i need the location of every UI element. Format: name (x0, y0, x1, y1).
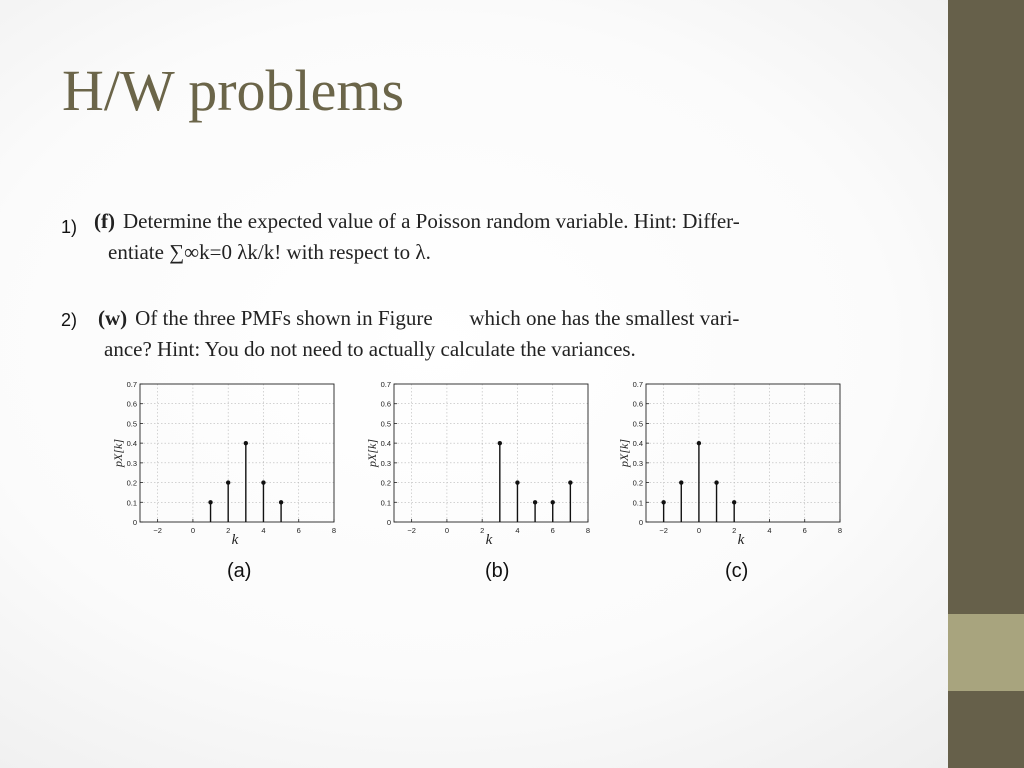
stem-marker (661, 500, 665, 504)
problem-2-tag: (w) (98, 306, 128, 330)
x-tick-label: 0 (190, 526, 195, 535)
y-tick-label: 0.4 (126, 439, 137, 449)
x-tick-label: 6 (550, 526, 555, 535)
y-tick-label: 0.2 (126, 478, 137, 488)
stem-marker (697, 441, 701, 445)
stem-marker (568, 480, 572, 484)
plot-frame (394, 384, 588, 522)
x-axis-label: k (485, 532, 493, 548)
y-tick-label: 0.3 (632, 458, 643, 468)
problem-2-text (98, 303, 739, 365)
y-tick-label: 0.1 (632, 498, 643, 508)
x-tick-label: −2 (407, 526, 416, 535)
y-tick-label: 0.6 (380, 399, 391, 409)
y-tick-label: 0.3 (126, 458, 137, 468)
x-tick-label: 0 (696, 526, 701, 535)
problem-2-line-1: Of the three PMFs shown in Figure which one has the smallest vari- (135, 306, 740, 330)
y-tick-label: 0.1 (380, 498, 391, 508)
x-tick-label: 2 (480, 526, 485, 535)
y-tick-label: 0.2 (632, 478, 643, 488)
sidebar-band (948, 0, 1024, 768)
x-tick-label: 0 (444, 526, 449, 535)
y-tick-label: 0.7 (632, 380, 643, 389)
problem-1-line-1: Determine the expected value of a Poisson random variable. Hint: Differ- (122, 209, 740, 233)
y-axis-label: pX[k] (365, 439, 379, 467)
y-tick-label: 0.4 (380, 439, 391, 449)
x-axis-label: k (231, 532, 239, 548)
stem-marker (279, 500, 283, 504)
x-tick-label: 6 (802, 526, 807, 535)
x-tick-label: 6 (296, 526, 301, 535)
y-axis-label: pX[k] (617, 439, 631, 467)
x-tick-label: −2 (659, 526, 668, 535)
slide-title: H/W problems (62, 58, 405, 123)
y-tick-label: 0.1 (126, 498, 137, 508)
stem-marker (732, 500, 736, 504)
sidebar-accent-block (948, 614, 1024, 691)
stem-marker (551, 500, 555, 504)
x-tick-label: 4 (261, 526, 266, 535)
x-tick-label: 8 (837, 526, 843, 535)
y-tick-label: 0.4 (632, 439, 643, 449)
stem-marker (515, 480, 519, 484)
problem-1-text (94, 206, 740, 268)
stem-marker (261, 480, 265, 484)
pmf-chart-c (612, 376, 852, 548)
figure-caption-b: (b) (485, 560, 510, 582)
x-tick-label: 2 (732, 526, 737, 535)
x-tick-label: 2 (226, 526, 231, 535)
stem-marker (714, 480, 718, 484)
pmf-chart-a (106, 376, 346, 548)
plot-frame (140, 384, 334, 522)
x-axis-label: k (737, 532, 745, 548)
x-tick-label: 8 (331, 526, 337, 535)
x-tick-label: 8 (585, 526, 591, 535)
x-tick-label: 4 (515, 526, 520, 535)
y-tick-label: 0.3 (380, 458, 391, 468)
plot-frame (646, 384, 840, 522)
y-tick-label: 0 (132, 518, 137, 527)
y-tick-label: 0.5 (126, 419, 137, 429)
y-axis-label: pX[k] (111, 439, 125, 467)
figure-caption-a: (a) (227, 560, 252, 582)
y-tick-label: 0.5 (632, 419, 643, 429)
stem-marker (244, 441, 248, 445)
stem-marker (226, 480, 230, 484)
y-tick-label: 0.7 (380, 380, 391, 389)
problem-1-number: 1) (61, 217, 78, 237)
y-tick-label: 0 (386, 518, 391, 527)
stem-marker (208, 500, 212, 504)
y-tick-label: 0.7 (126, 380, 137, 389)
problem-1-line-2: entiate ∑∞k=0 λk/k! with respect to λ. (108, 240, 431, 264)
stem-marker (533, 500, 537, 504)
pmf-chart-b (360, 376, 600, 548)
y-tick-label: 0.2 (380, 478, 391, 488)
problem-1-tag: (f) (94, 209, 115, 233)
y-tick-label: 0.6 (126, 399, 137, 409)
y-tick-label: 0.5 (380, 419, 391, 429)
problem-2-number: 2) (61, 310, 78, 330)
figure-caption-c: (c) (725, 560, 749, 582)
stem-marker (498, 441, 502, 445)
stem-marker (679, 480, 683, 484)
y-tick-label: 0 (638, 518, 643, 527)
problem-2-line-2: ance? Hint: You do not need to actually calculate the variances. (104, 337, 636, 361)
x-tick-label: 4 (767, 526, 772, 535)
x-tick-label: −2 (153, 526, 162, 535)
y-tick-label: 0.6 (632, 399, 643, 409)
